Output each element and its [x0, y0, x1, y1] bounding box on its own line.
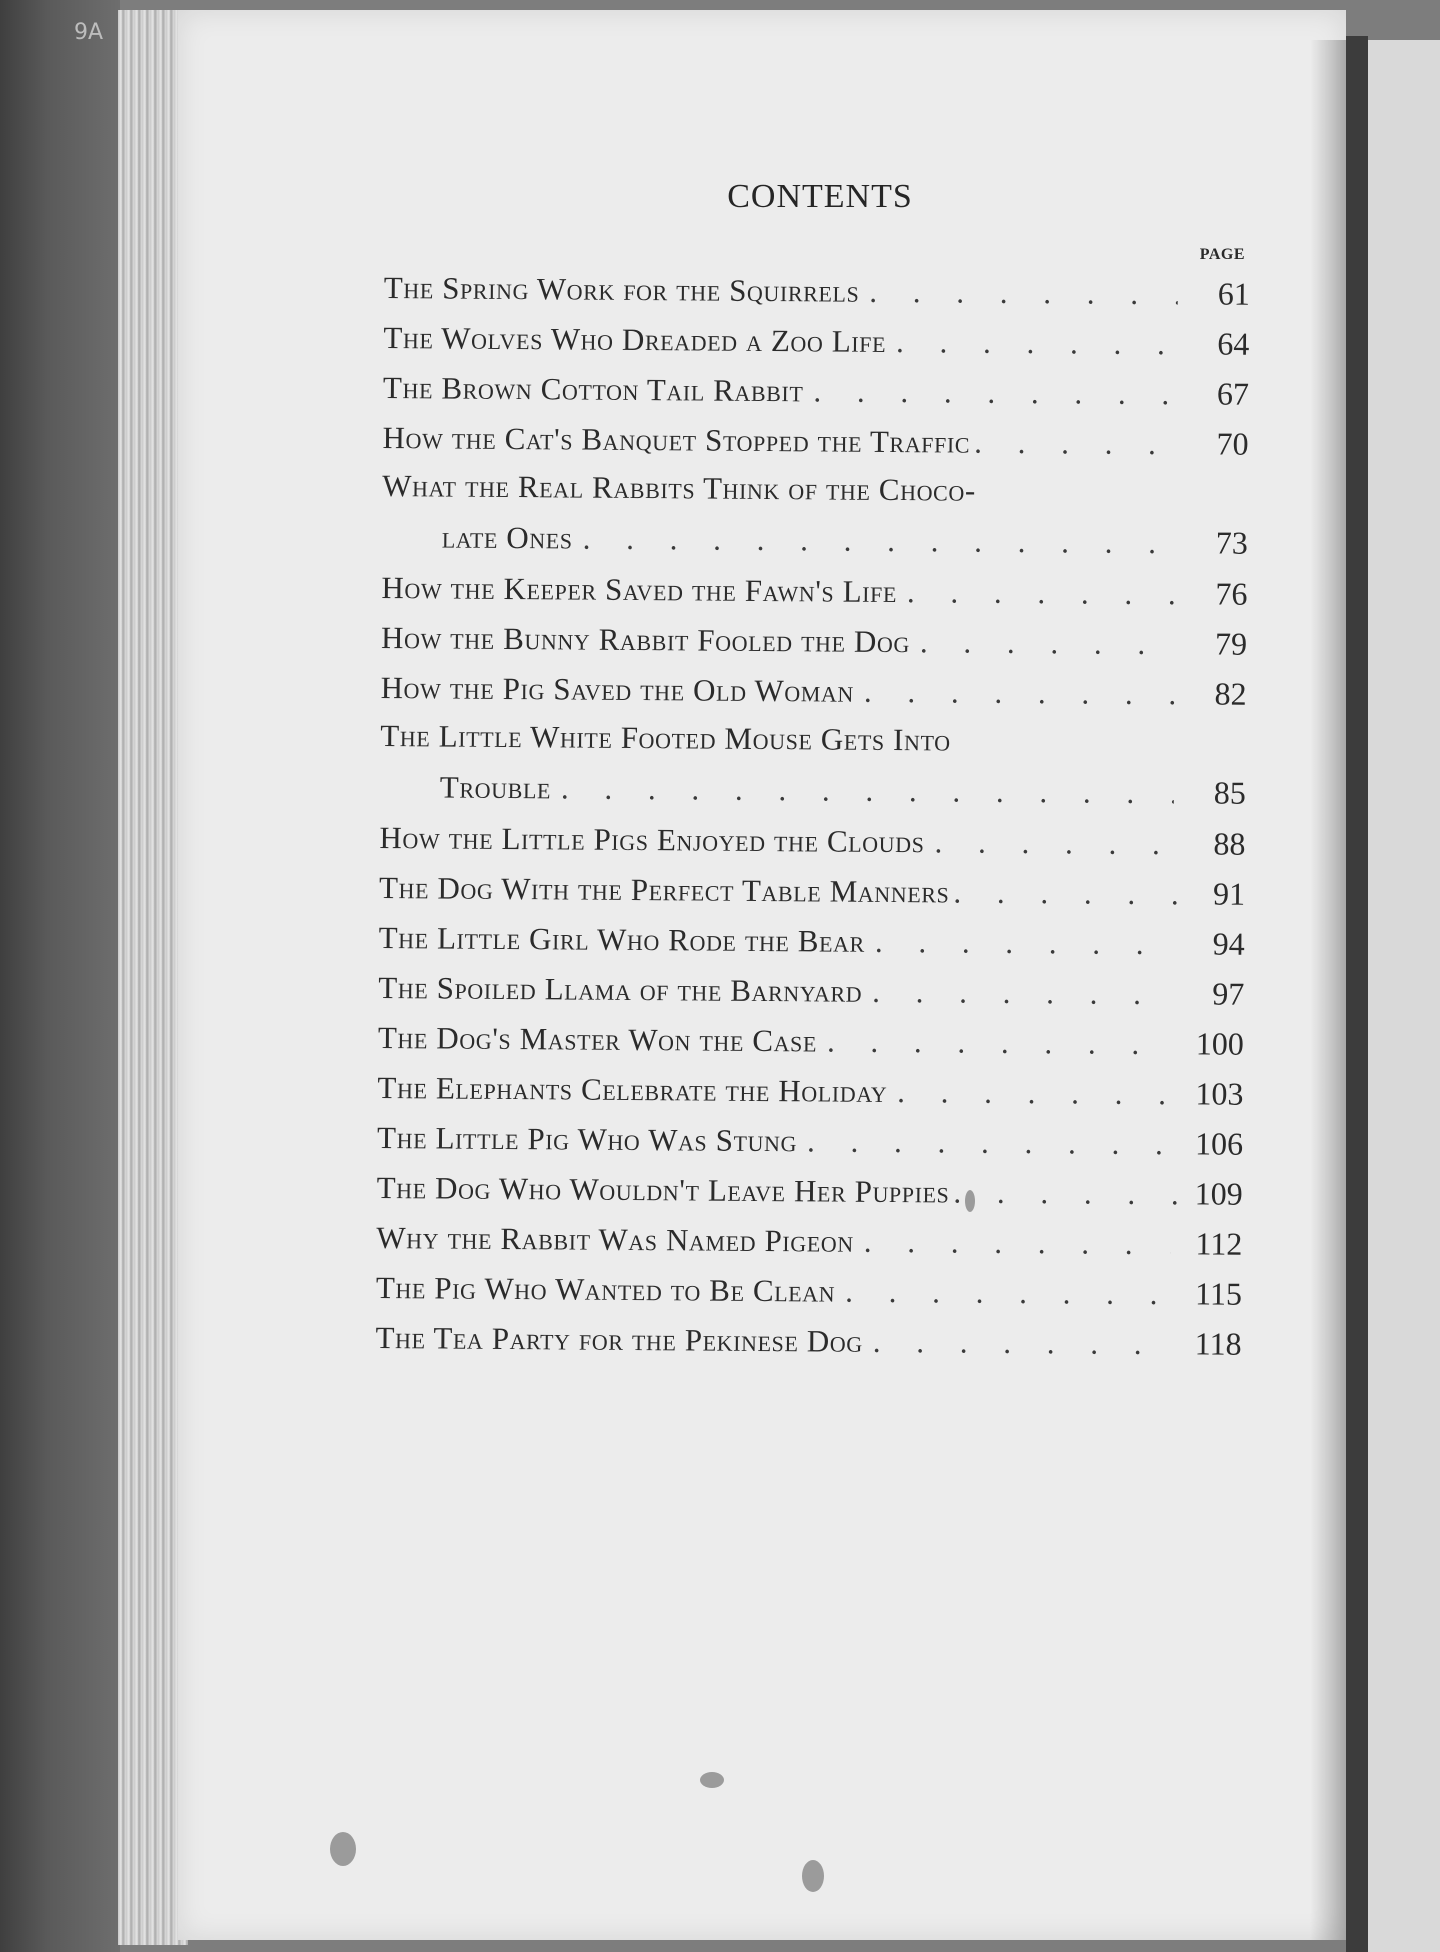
dot-leader	[583, 513, 1177, 570]
toc-entry-title: The Tea Party for the Pekinese Dog	[375, 1319, 863, 1359]
toc-entry-page: 112	[1195, 1225, 1243, 1262]
toc-entry-title-line1: The Little White Footed Mouse Gets Into	[380, 717, 951, 758]
toc-entry-title: The Dog Who Wouldn't Leave Her Puppies	[376, 1169, 950, 1210]
toc-entry	[382, 462, 1249, 569]
toc-entry	[383, 362, 1249, 419]
toc-entry	[375, 1312, 1241, 1369]
ink-smudge	[700, 1772, 724, 1788]
toc-entry	[376, 1262, 1242, 1319]
toc-entry	[380, 662, 1246, 719]
page-title: CONTENTS	[727, 178, 913, 215]
corner-pencil-mark: 9A	[74, 20, 104, 45]
book-cover-left	[0, 0, 120, 1952]
dot-leader	[875, 917, 1173, 969]
dot-leader	[872, 967, 1172, 1019]
toc-entry-page: 97	[1212, 975, 1245, 1012]
dot-leader	[896, 317, 1178, 369]
toc-entry-page: 76	[1215, 575, 1248, 612]
toc-entry-page: 115	[1194, 1275, 1243, 1312]
toc-entry	[378, 962, 1244, 1019]
toc-entry	[377, 1112, 1243, 1169]
toc-entry	[381, 562, 1247, 619]
toc-entry	[379, 862, 1245, 919]
dot-leader	[953, 867, 1179, 919]
dot-leader	[813, 366, 1177, 419]
dot-leader	[561, 762, 1174, 819]
dot-leader	[934, 817, 1173, 869]
toc-entry	[378, 1012, 1244, 1069]
toc-entry-page: 91	[1212, 875, 1246, 912]
toc-entry-title: The Little Pig Who Was Stung	[376, 1119, 798, 1159]
dot-leader	[974, 418, 1183, 470]
toc-entry-title: How the Bunny Rabbit Fooled the Dog	[380, 619, 911, 660]
toc-entry-page: 82	[1214, 675, 1247, 712]
facing-page-edge	[1368, 40, 1440, 1952]
toc-entry	[383, 312, 1249, 369]
toc-entry-page: 61	[1217, 275, 1250, 312]
toc-entry-page: 88	[1213, 825, 1246, 862]
toc-entry-page: 94	[1212, 925, 1245, 962]
dot-leader	[869, 267, 1178, 319]
toc-entry	[384, 262, 1250, 319]
toc-entry	[377, 1062, 1243, 1119]
dot-leader	[807, 1116, 1171, 1169]
toc-entry-title: The Dog With the Perfect Table Manners	[378, 869, 950, 910]
toc-entry-page: 73	[1215, 524, 1248, 561]
table-of-contents	[375, 262, 1250, 1369]
toc-entry	[382, 412, 1248, 469]
toc-entry-page: 64	[1217, 325, 1250, 362]
toc-entry-title-line2: late Ones	[441, 519, 573, 556]
toc-entry-page: 100	[1195, 1025, 1245, 1062]
dot-leader	[827, 1017, 1172, 1070]
toc-entry	[379, 912, 1245, 969]
toc-entry	[376, 1212, 1242, 1269]
dot-leader	[953, 1168, 1177, 1220]
toc-entry-title: The Elephants Celebrate the Holiday	[377, 1069, 888, 1109]
toc-entry-title: The Spoiled Llama of the Barnyard	[378, 969, 863, 1009]
dot-leader	[897, 1067, 1172, 1119]
toc-entry	[380, 712, 1247, 819]
toc-entry-page: 85	[1213, 774, 1246, 811]
toc-entry	[381, 612, 1247, 669]
dot-leader	[873, 1317, 1170, 1369]
toc-entry-page: 118	[1194, 1325, 1242, 1362]
ink-smudge	[802, 1860, 824, 1892]
dot-leader	[845, 1267, 1170, 1320]
dot-leader	[864, 667, 1175, 719]
toc-entry-title: How the Keeper Saved the Fawn's Life	[381, 569, 898, 610]
dot-leader	[907, 567, 1176, 619]
ink-smudge	[330, 1832, 356, 1866]
toc-entry-page: 109	[1194, 1175, 1243, 1212]
toc-entry-page: 67	[1216, 375, 1250, 412]
toc-entry-page: 79	[1214, 625, 1248, 662]
toc-entry-title: The Little Girl Who Rode the Bear	[378, 919, 866, 959]
toc-entry-title-line1: What the Real Rabbits Think of the Choco-	[382, 467, 976, 508]
toc-entry	[379, 812, 1245, 869]
toc-entry-title: How the Cat's Banquet Stopped the Traffic	[382, 419, 971, 460]
toc-entry-title: The Dog's Master Won the Case	[377, 1019, 818, 1059]
toc-entry-title: The Wolves Who Dreaded a Zoo Life	[383, 319, 887, 359]
page-gutter-shadow	[1310, 40, 1346, 1940]
toc-entry-title: The Spring Work for the Squirrels	[383, 269, 860, 309]
book-cover-right	[1346, 36, 1368, 1952]
toc-entry-title: The Brown Cotton Tail Rabbit	[382, 369, 804, 409]
toc-entry-title: How the Little Pigs Enjoyed the Clouds	[379, 819, 925, 860]
toc-entry-title-line2: Trouble	[439, 769, 552, 806]
toc-entry-title: Why the Rabbit Was Named Pigeon	[376, 1219, 854, 1259]
toc-entry-page: 70	[1216, 425, 1249, 462]
toc-entry-page: 106	[1194, 1125, 1244, 1162]
dot-leader	[864, 1217, 1171, 1269]
toc-entry	[377, 1162, 1243, 1219]
toc-entry-title: How the Pig Saved the Old Woman	[380, 669, 855, 709]
toc-entry-title: The Pig Who Wanted to Be Clean	[375, 1269, 836, 1309]
dot-leader	[920, 617, 1175, 669]
page-column-label: PAGE	[1199, 246, 1245, 263]
toc-entry-page: 103	[1195, 1075, 1244, 1112]
